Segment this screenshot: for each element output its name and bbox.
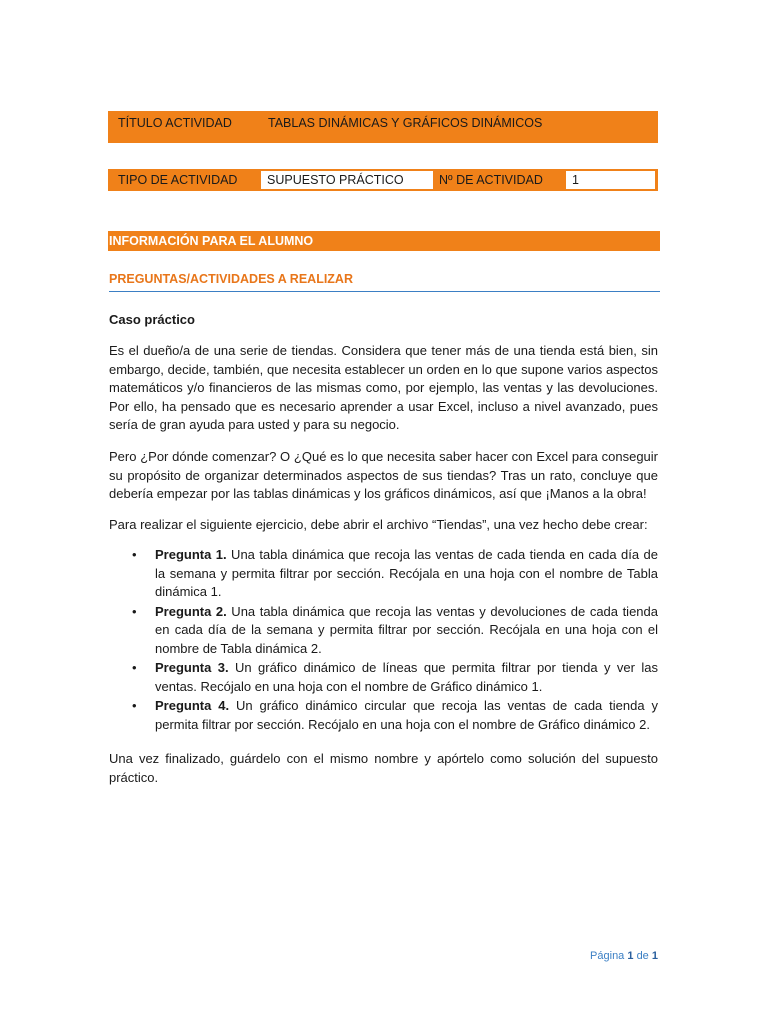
activity-type-bar — [108, 169, 658, 191]
bullet-icon: • — [132, 698, 137, 713]
question-label: Pregunta 4. — [155, 698, 230, 713]
paragraph-closing: Una vez finalizado, guárdelo con el mismo nombre y apórtelo como solución del supuesto práctico. — [109, 751, 658, 785]
question-text: Una tabla dinámica que recoja las ventas y devoluciones de cada tienda en cada día de la semana y permita filtrar por sección. Recójala en una hoja con el nombre de Tabla dinámica 2. — [155, 603, 658, 656]
bullet-icon: • — [132, 660, 137, 675]
section-heading: PREGUNTAS/ACTIVIDADES A REALIZAR — [109, 272, 660, 292]
question-text: Un gráfico dinámico circular que recoja las ventas de cada tienda y permita filtrar por sección. Recójalo en una hoja con el nombre de Gráfico dinámico 2. — [155, 698, 658, 732]
activity-title-bar — [108, 111, 658, 143]
list-item — [109, 546, 658, 602]
activity-type-label: TIPO DE ACTIVIDAD — [118, 173, 238, 187]
activity-number-value: 1 — [566, 171, 655, 189]
question-label: Pregunta 2. — [155, 603, 227, 619]
list-item — [109, 659, 658, 696]
question-text: Un gráfico dinámico de líneas que permita filtrar por tienda y ver las ventas. Recójalo en una hoja con el nombre de Gráfico dinámico 1. — [155, 660, 658, 694]
bullet-icon: • — [132, 547, 137, 562]
activity-title-label: TÍTULO ACTIVIDAD — [118, 116, 232, 130]
question-label: Pregunta 3. — [155, 660, 229, 675]
list-item — [109, 697, 658, 734]
page-footer — [560, 950, 658, 962]
of-word: de — [636, 950, 649, 962]
activity-type-value: SUPUESTO PRÁCTICO — [261, 171, 433, 189]
paragraph-intro: Es el dueño/a de una serie de tiendas. Considera que tener más de una tienda está bien, sin embargo, decide, también, que necesita establecer un orden en lo que supone varios aspectos matemáticos y/o financieros de las mismas como, por ejemplo, las ventas y las devoluciones. Por ello, ha pensado que es necesario aprender a usar Excel, incluso a nivel avanzado, pues sería de gran ayuda para usted y para su negocio. — [109, 343, 658, 432]
page-total: 1 — [651, 950, 658, 962]
bullet-icon: • — [132, 603, 137, 619]
page-current: 1 — [627, 950, 634, 962]
case-title: Caso práctico — [109, 312, 195, 327]
list-item — [109, 603, 658, 659]
paragraph-question: Pero ¿Por dónde comenzar? O ¿Qué es lo que necesita saber hacer con Excel para conseguir su propósito de organizar determinados aspectos de sus tiendas? Tras un rato, concluye que debería empezar por las tablas dinámicas y los gráficos dinámicos, así que ¡Manos a la obra! — [109, 449, 658, 501]
activity-number-label: Nº DE ACTIVIDAD — [439, 173, 543, 187]
question-label: Pregunta 1. — [155, 547, 227, 562]
activity-title-value: TABLAS DINÁMICAS Y GRÁFICOS DINÁMICOS — [268, 116, 543, 130]
student-info-bar: INFORMACIÓN PARA EL ALUMNO — [108, 231, 660, 251]
paragraph-instructions: Para realizar el siguiente ejercicio, debe abrir el archivo “Tiendas”, una vez hecho debe crear: — [109, 517, 648, 532]
questions-list — [109, 546, 658, 735]
page-word: Página — [590, 950, 625, 962]
question-text: Una tabla dinámica que recoja las ventas de cada tienda en cada día de la semana y permita filtrar por sección. Recójala en una hoja con el nombre de Tabla dinámica 1. — [155, 547, 658, 599]
